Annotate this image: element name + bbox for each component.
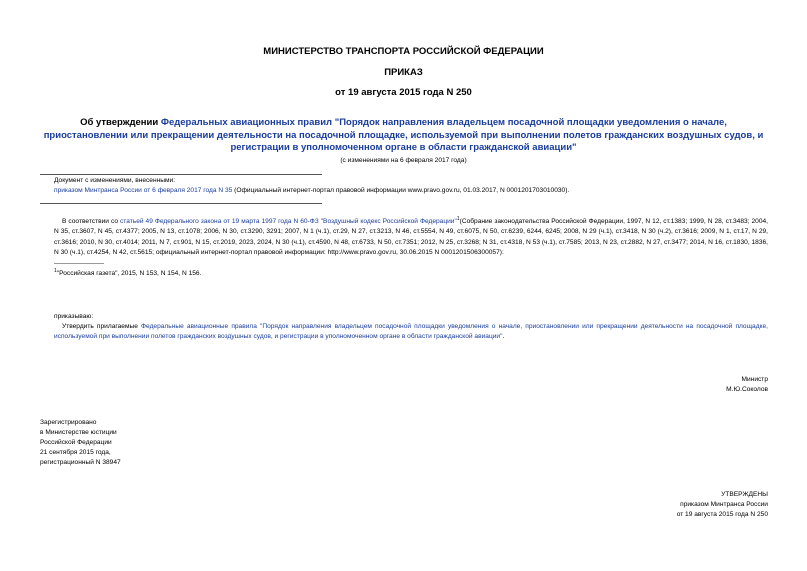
registration-line: 21 сентября 2015 года,	[40, 449, 111, 456]
footnote-ref: 1	[456, 216, 460, 222]
footnote-rule	[54, 263, 104, 264]
basis-text-start: В соответствии со	[62, 218, 120, 226]
basis-sources: (Собрание законодательства Российской Федерации, 1997, N 12, ст.1383; 1999, N 28, ст.3483; 2004, N 35, ст.3607, N 45, ст.4377; 2005, N 13, ст.1078; 2006, N 30, ст.3290, 3291; 2007, N 1 (ч.1), ст.29, N 27, ст.3213, N 46, ст.5554, N 49, ст.6075, N 50, ст.6239, 6244, 6245; 2008, N 29 (ч.1), ст.3418, N 30 (ч.2), ст.3616; 2009, N 1, ст.17, N 29, ст.3616; 2010, N 30, ст.4014; 2011, N 7, ст.901, N 15, ст.2019, 2023, 2024, N 30 (ч.1), ст.4590, N 48, ст.6733, N 50, ст.7351; 2012, N 25, ст.3268; N 31, ст.4318, N 53 (ч.1), ст.7585; 2013, N 23, ст.2882, N 27, ст.3477; 2014, N 16, ст.1830, 1836, N 30 (ч.1), ст.4254, N 42, ст.5615; официальный интернет-портал правовой информации: http://www.pravo.gov.ru, 30.06.2015 N 0001201506300057)	[54, 218, 768, 256]
amendments-top-rule	[40, 174, 322, 175]
footnote-marker: 1	[54, 268, 57, 274]
changes-note: (с изменениями на 6 февраля 2017 года)	[340, 157, 467, 164]
title-rules-link[interactable]: Федеральных авиационных правил "Порядок направления владельцем посадочной площадки уведомления о начале, приостановлении или прекращении деятельности на посадочной площадке, используемой при выполнении полетов гражданских воздушных судов, и регистрации в уполномоченном органе в области гражданской авиации"	[43, 117, 764, 153]
ministry-heading: МИНИСТЕРСТВО ТРАНСПОРТА РОССИЙСКОЙ ФЕДЕРАЦИИ	[263, 46, 544, 57]
signature-position: Министр	[741, 376, 768, 383]
registration-line: в Министерстве юстиции	[40, 429, 117, 436]
doc-type-heading: ПРИКАЗ	[384, 67, 423, 78]
amendment-source: (Официальный интернет-портал правовой информации www.pravo.gov.ru, 01.03.2017, N 0001201703010030).	[232, 187, 570, 194]
approved-block	[520, 490, 768, 520]
amendments-intro: Документ с изменениями, внесенными:	[54, 177, 176, 184]
order-paragraph	[54, 322, 768, 342]
document-title	[40, 117, 767, 155]
title-prefix: Об утверждении	[80, 117, 161, 128]
signature-name: М.Ю.Соколов	[726, 386, 768, 393]
registration-line: Российской Федерации	[40, 439, 112, 446]
order-verb: приказываю:	[54, 313, 94, 320]
doc-date-heading: от 19 августа 2015 года N 250	[335, 87, 472, 98]
approved-line: приказом Минтранса России	[680, 501, 768, 508]
registration-line: регистрационный N 38947	[40, 459, 121, 466]
approved-rules-link[interactable]: Федеральные авиационные правила "Порядок направления владельцем посадочной площадки уведомления о начале, приостановлении или прекращении деятельности на посадочной площадке, используемой при выполнении полетов гражданских воздушных судов, и регистрации в уполномоченном органе в области гражданской авиации"	[54, 323, 768, 341]
order-text-start: Утвердить прилагаемые	[62, 323, 142, 330]
approved-line: от 19 августа 2015 года N 250	[676, 511, 768, 518]
footnote-text: "Российская газета", 2015, N 153, N 154, N 156.	[56, 270, 202, 278]
approved-line: УТВЕРЖДЕНЫ	[721, 491, 768, 498]
air-code-link[interactable]: статьей 49 Федерального закона от 19 марта 1997 года N 60-ФЗ "Воздушный кодекс Российской Федерации"	[119, 218, 457, 226]
footnote	[54, 266, 201, 279]
amendment-order-link[interactable]: приказом Минтранса России от 6 февраля 2017 года N 35	[54, 187, 233, 194]
amendments-entry	[54, 186, 774, 196]
order-end: .	[502, 333, 505, 341]
basis-end: :	[501, 248, 504, 256]
registration-block	[40, 418, 121, 468]
legal-basis-paragraph	[54, 214, 768, 258]
registration-line: Зарегистрировано	[40, 419, 97, 426]
amendments-bottom-rule	[40, 203, 322, 204]
